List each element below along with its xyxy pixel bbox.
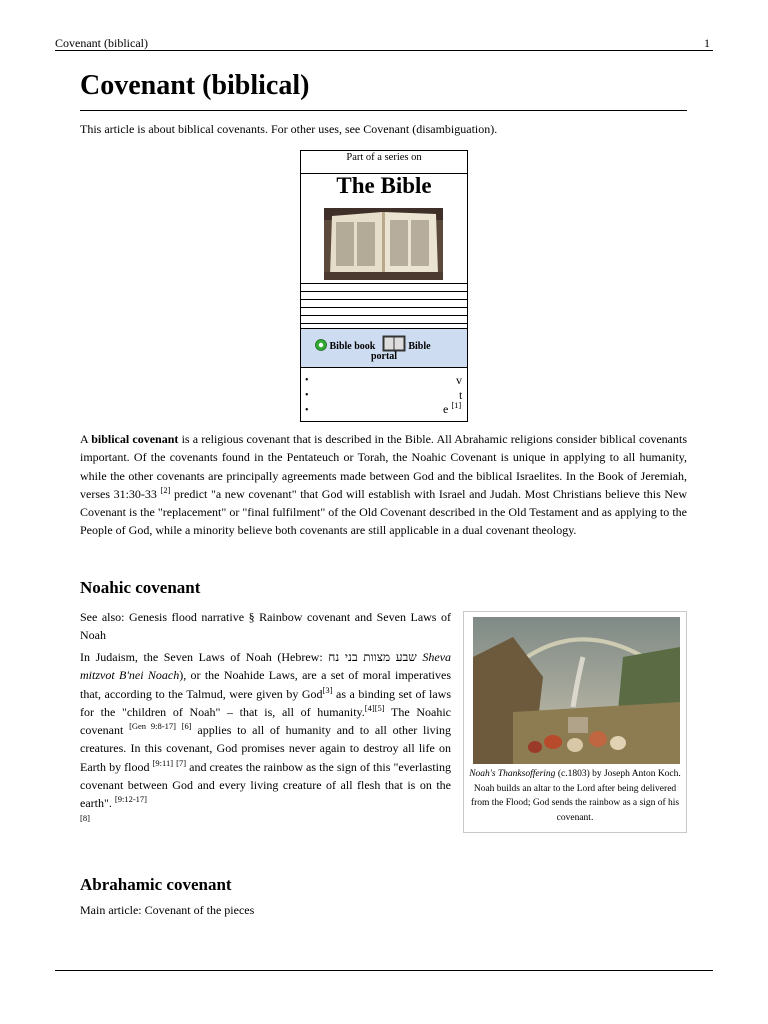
transliteration: Sheva mitzvot B'nei Noach [80,650,452,683]
citation-ref[interactable]: [6] [181,721,192,732]
navbar-bullet: • [305,375,309,386]
running-header-title: Covenant (biblical) [55,36,148,50]
book-portal-icon [315,339,327,351]
main-article-note: Main article: Covenant of the pieces [80,903,255,917]
citation-ref[interactable]: [1] [451,400,462,410]
page-number: 1 [704,36,710,50]
navbar-talk-link[interactable]: t [459,388,463,402]
noah-thanksoffering-painting[interactable] [473,617,680,764]
citation-ref[interactable]: [3] [322,684,333,695]
infobox-series-label: Part of a series on [346,152,422,163]
portal-row [315,335,431,352]
bible-verse-ref[interactable]: [9:11] [152,757,174,768]
citation-ref[interactable]: [2] [160,484,171,495]
portal-label[interactable]: portal [370,351,398,362]
section-heading-noahic: Noahic covenant [80,578,201,597]
navbar-view-link[interactable]: v [456,373,462,387]
navbar-bullet: • [305,405,309,416]
noahic-paragraph: In Judaism, the Seven Laws of Noah (Hebrew: שבע מצוות בני נח Sheva mitzvot B'nei Noach), or the Noahide Laws, are a set of moral imperatives that, according to the Talmud, were given by God[3] as a binding set of laws for the "children of Noah" – that is, all of humanity.[4][5] The Noahic covenant [Gen 9:8-17] [6] applies to all of humanity and to all other living creatures. In this covenant, God promises never again to destroy all life on Earth by flood [9:11] [7] and creates the rainbow as the sign of this "everlasting covenant between God and every living creature of all flesh that is on the earth". [9:12-17] [8] [80,650,452,823]
footer-rule [55,970,713,971]
citation-ref[interactable]: [4][5] [364,702,385,713]
page-title: Covenant (biblical) [80,70,310,101]
bible-portal-box[interactable] [301,328,467,368]
portal-bible-label[interactable]: Bible [408,341,431,352]
citation-ref[interactable]: [7] [176,757,187,768]
bible-portal-icon [382,335,406,352]
navbar-edit-link[interactable]: e [1] [443,400,462,416]
hebrew-text: שבע מצוות בני נח [328,650,417,664]
see-also-note: See also: Genesis flood narrative § Rainbow covenant and Seven Laws of Noah [80,610,451,643]
series-infobox [300,150,468,422]
figure-caption: Noah's Thanksoffering (c.1803) by Joseph Anton Koch. Noah builds an altar to the Lord after being delivered from the Flood; God sends the rainbow as a sign of his covenant. [469,769,681,823]
header-rule [55,50,713,51]
bold-term: biblical covenant [91,432,179,446]
painting-figure [463,611,687,833]
portal-bible-book-label[interactable]: Bible book [329,341,376,352]
citation-ref[interactable]: [8] [80,812,90,823]
bible-verse-ref[interactable]: [9:12-17] [114,794,147,805]
bible-verse-ref[interactable]: [Gen 9:8-17] [129,721,176,732]
navbar-bullet: • [305,390,309,401]
infobox-title: The Bible [336,173,432,198]
title-rule [80,110,687,111]
intro-paragraph: A biblical covenant is a religious covenant that is described in the Bible. All Abrahamic religions consider biblical covenants important. Of the covenants found in the Pentateuch or Torah, the Noahic Covenant is unique in applying to all humanity, while the other covenants are principally agreements made between God and the biblical Israelites. In the Book of Jeremiah, verses 31:30-33 [2] predict "a new covenant" that God will establish with Israel and Judah. Most Christians believe this New Covenant is the "replacement" or "final fulfilment" of the Old Covenant described in the Old Testament and as applying to the People of God, while a minority believe both covenants are still applicable in a dual covenant theology. [80,432,688,538]
hatnote: This article is about biblical covenants. For other uses, see Covenant (disambiguation). [80,122,498,136]
bible-book-image [324,208,443,280]
section-heading-abrahamic: Abrahamic covenant [80,875,232,894]
